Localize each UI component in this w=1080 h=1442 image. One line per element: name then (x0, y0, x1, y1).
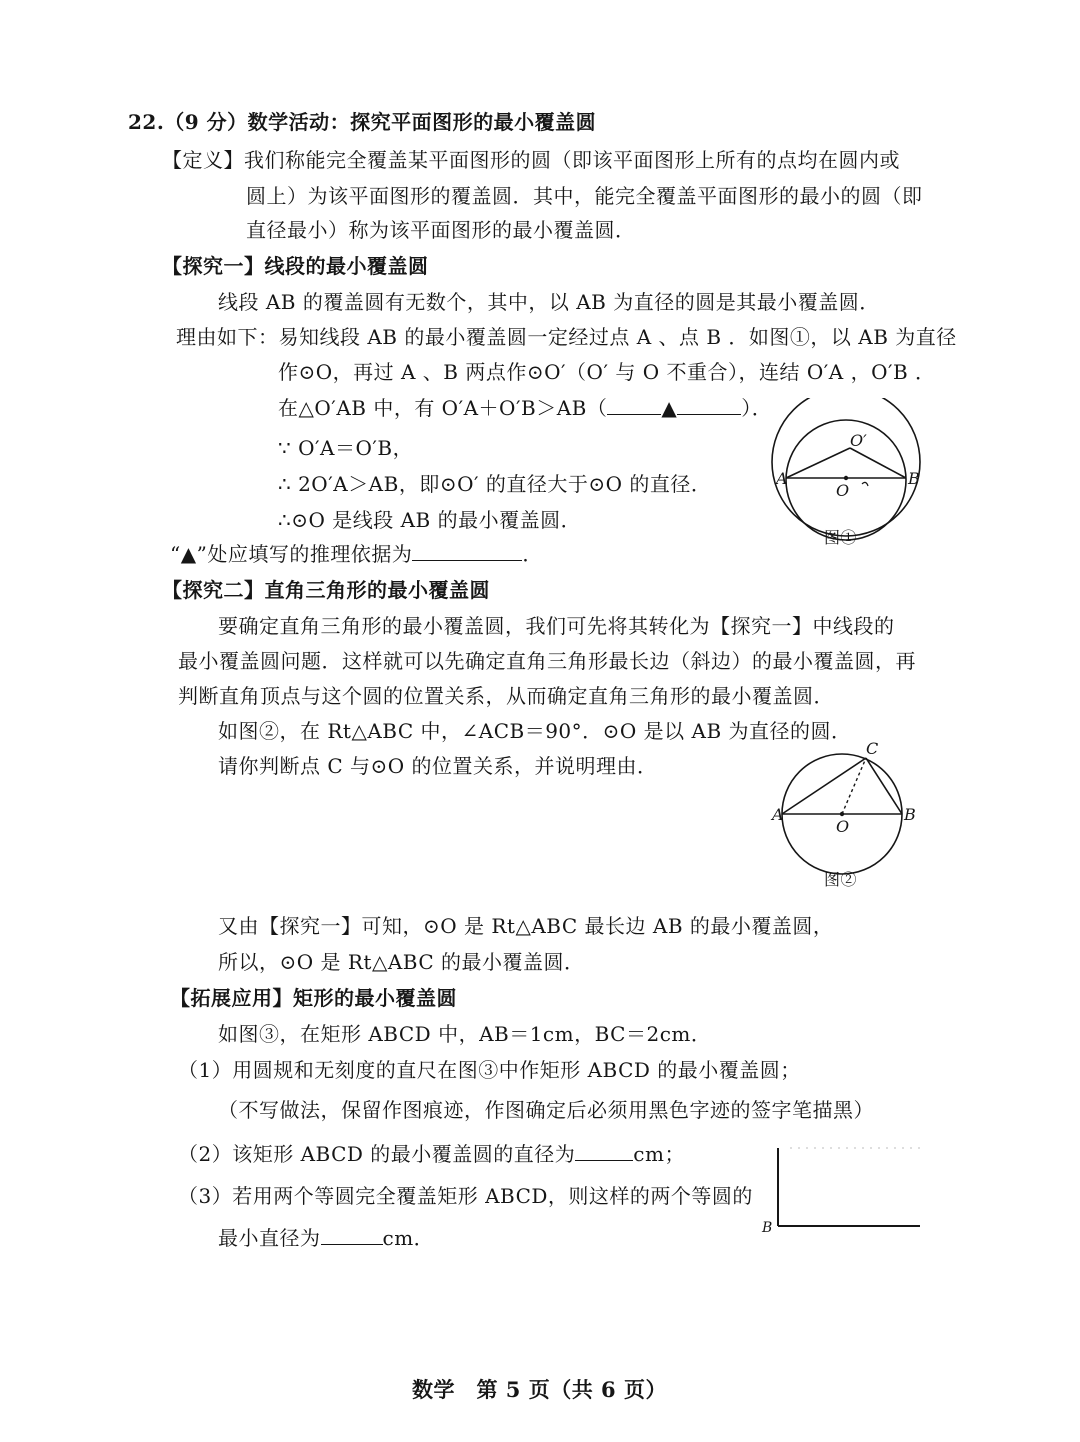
explore2-line-7: 所以，⊙O 是 Rt△ABC 的最小覆盖圆． (218, 950, 585, 974)
extension-q3: （3）若用两个等圆完全覆盖矩形 ABCD，则这样的两个等圆的 (178, 1184, 753, 1208)
answer-space[interactable] (218, 790, 748, 900)
explore1-line-1: 线段 AB 的覆盖圆有无数个，其中，以 AB 为直径的圆是其最小覆盖圆． (218, 290, 880, 314)
explore1-line-4 (278, 394, 772, 422)
explore2-line-2: 最小覆盖圆问题．这样就可以先确定直角三角形最长边（斜边）的最小覆盖圆，再 (178, 649, 916, 673)
q2-text: （2）该矩形 ABCD 的最小覆盖圆的直径为 (178, 1142, 576, 1166)
problem-title: 22.（9 分）数学活动：探究平面图形的最小覆盖圆 (128, 110, 597, 134)
fill-question-end: ． (522, 542, 543, 566)
fig1-label-b: B (908, 469, 920, 488)
q2-answer-blank[interactable] (575, 1142, 633, 1161)
page-footer: 数学 第 5 页（共 6 页） (412, 1377, 667, 1402)
explore2-line-4: 如图②，在 Rt△ABC 中，∠ACB＝90°．⊙O 是以 AB 为直径的圆． (218, 719, 852, 743)
fig1-label-a: A (776, 469, 788, 488)
explore2-heading: 【探究二】直角三角形的最小覆盖圆 (162, 578, 490, 602)
q3-text: 最小直径为 (218, 1226, 321, 1250)
explore2-line-6: 又由【探究一】可知，⊙O 是 Rt△ABC 最长边 AB 的最小覆盖圆， (218, 914, 834, 938)
explore1-line-3: 作⊙O，再过 A 、B 两点作⊙O′（O′ 与 O 不重合），连结 O′A ，O′B ． (278, 360, 936, 384)
explore1-close-paren: ）． (741, 396, 773, 420)
figure-3[interactable] (760, 1142, 930, 1242)
figure-2 (766, 742, 926, 892)
fig1-label-o: O (836, 481, 850, 500)
fig2-label-a: A (772, 805, 784, 824)
explore2-line-1: 要确定直角三角形的最小覆盖圆，我们可先将其转化为【探究一】中线段的 (218, 614, 895, 638)
definition-line-3: 直径最小）称为该平面图形的最小覆盖圆． (246, 218, 636, 242)
explore1-line-2: 理由如下：易知线段 AB 的最小覆盖圆一定经过点 A 、点 B ．如图①，以 AB 为直径 (176, 325, 957, 349)
fig2-label-c: C (866, 742, 879, 758)
definition-line-1: 【定义】我们称能完全覆盖某平面图形的圆（即该平面图形上所有的点均在圆内或 (162, 148, 900, 172)
reason-blank-right[interactable] (677, 396, 741, 415)
extension-q1: （1）用圆规和无刻度的直尺在图③中作矩形 ABCD 的最小覆盖圆； (178, 1058, 801, 1082)
explore2-line-3: 判断直角顶点与这个圆的位置关系，从而确定直角三角形的最小覆盖圆． (178, 684, 834, 708)
reason-blank-left[interactable] (607, 396, 661, 415)
explore1-heading: 【探究一】线段的最小覆盖圆 (162, 254, 429, 278)
q3-answer-blank[interactable] (321, 1226, 383, 1245)
extension-q2 (178, 1140, 685, 1168)
figure-1-caption: 图① (824, 528, 858, 547)
fig3-label-b: B (762, 1220, 773, 1236)
fig2-label-o: O (836, 817, 850, 836)
explore1-line-7: ∴⊙O 是线段 AB 的最小覆盖圆． (278, 508, 582, 532)
extension-q3-line-2 (218, 1224, 434, 1252)
fill-question-text: “▲”处应填写的推理依据为 (170, 542, 413, 566)
extension-note: （不写做法，保留作图痕迹，作图确定后必须用黑色字迹的签字笔描黑） (218, 1098, 874, 1122)
q2-unit: cm； (633, 1142, 685, 1166)
fig2-label-b: B (904, 805, 916, 824)
explore1-inequality: 在△O′AB 中，有 O′A＋O′B＞AB（ (278, 396, 608, 420)
explore1-fill-question (170, 540, 543, 568)
definition-line-2: 圆上）为该平面图形的覆盖圆．其中，能完全覆盖平面图形的最小的圆（即 (246, 184, 923, 208)
extension-line-1: 如图③，在矩形 ABCD 中，AB＝1cm，BC＝2cm． (218, 1022, 712, 1046)
explore2-question: 请你判断点 C 与⊙O 的位置关系，并说明理由． (218, 754, 658, 778)
figure-1 (770, 398, 930, 558)
reasoning-basis-blank[interactable] (412, 542, 522, 561)
q3-unit: cm． (382, 1226, 435, 1250)
extension-heading: 【拓展应用】矩形的最小覆盖圆 (170, 986, 457, 1010)
figure-2-caption: 图② (824, 870, 858, 889)
explore1-line-6: ∴ 2O′A＞AB，即⊙O′ 的直径大于⊙O 的直径． (278, 472, 712, 496)
explore1-line-5: ∵ O′A＝O′B， (278, 436, 414, 460)
fig1-label-o-prime: O′ (850, 431, 867, 450)
triangle-mark: ▲ (661, 396, 678, 420)
